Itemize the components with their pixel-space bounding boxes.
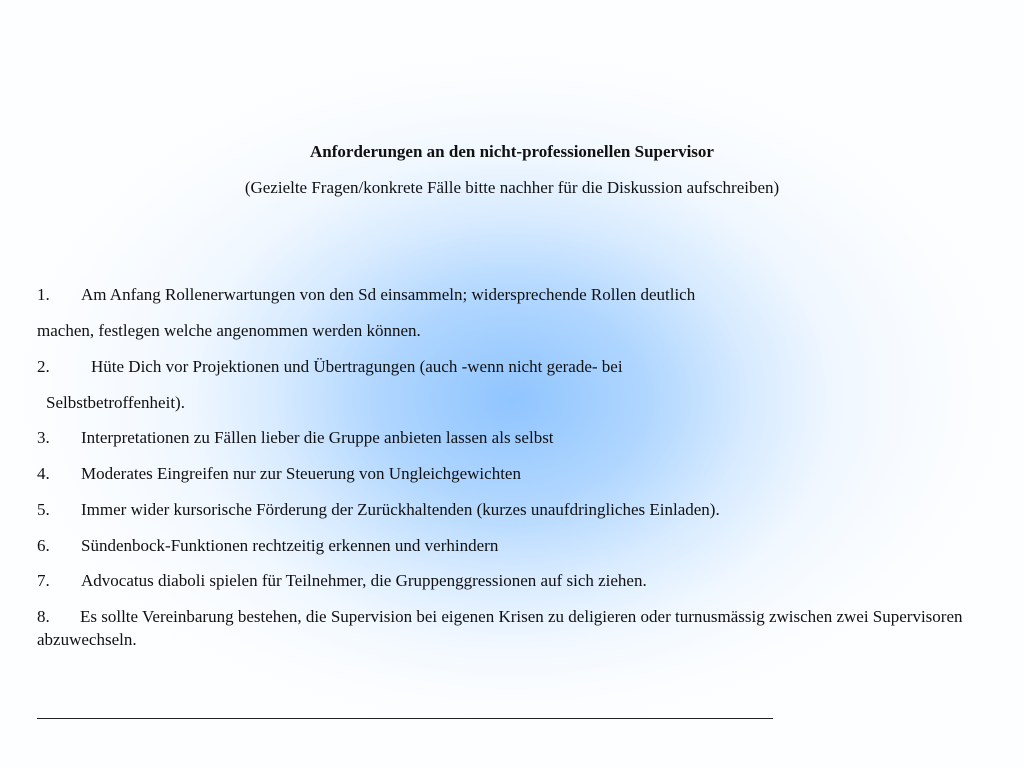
list-item-number: 6.	[37, 536, 50, 555]
list-item-text: Interpretationen zu Fällen lieber die Gruppe anbieten lassen als selbst	[81, 428, 554, 447]
list-item-text: Immer wider kursorische Förderung der Zurückhaltenden (kurzes unaufdringliches Einladen).	[81, 500, 720, 519]
list-item-number: 8.	[37, 607, 50, 626]
list-item-text: Am Anfang Rollenerwartungen von den Sd einsammeln; widersprechende Rollen deutlich	[81, 285, 696, 304]
list-item-8	[37, 605, 982, 651]
list-item-number: 1.	[37, 285, 50, 304]
list-item-text: Advocatus diaboli spielen für Teilnehmer, die Gruppenggressionen auf sich ziehen.	[81, 571, 647, 590]
list-item-text: Moderates Eingreifen nur zur Steuerung von Ungleichgewichten	[81, 464, 521, 483]
list-item-text: Sündenbock-Funktionen rechtzeitig erkennen und verhindern	[81, 536, 499, 555]
list-item-number: 4.	[37, 464, 50, 483]
document-title: Anforderungen an den nicht-professionellen Supervisor	[310, 142, 714, 161]
list-item-2-continuation: Selbstbetroffenheit).	[46, 393, 185, 412]
list-item-number: 5.	[37, 500, 50, 519]
list-item-1-continuation: machen, festlegen welche angenommen werden können.	[37, 321, 421, 340]
list-item-number: 3.	[37, 428, 50, 447]
list-item-text: Es sollte Vereinbarung bestehen, die Supervision bei eigenen Krisen zu deligieren oder turnusmässig zwischen zwei Supervisoren abzuwechseln.	[37, 607, 963, 649]
document-subtitle: (Gezielte Fragen/konkrete Fälle bitte nachher für die Diskussion aufschreiben)	[244, 178, 780, 197]
list-item-text: Hüte Dich vor Projektionen und Übertragungen (auch -wenn nicht gerade- bei	[91, 357, 623, 376]
list-item-number: 7.	[37, 571, 50, 590]
list-item-number: 2.	[37, 357, 50, 376]
footnote-divider	[37, 718, 773, 719]
